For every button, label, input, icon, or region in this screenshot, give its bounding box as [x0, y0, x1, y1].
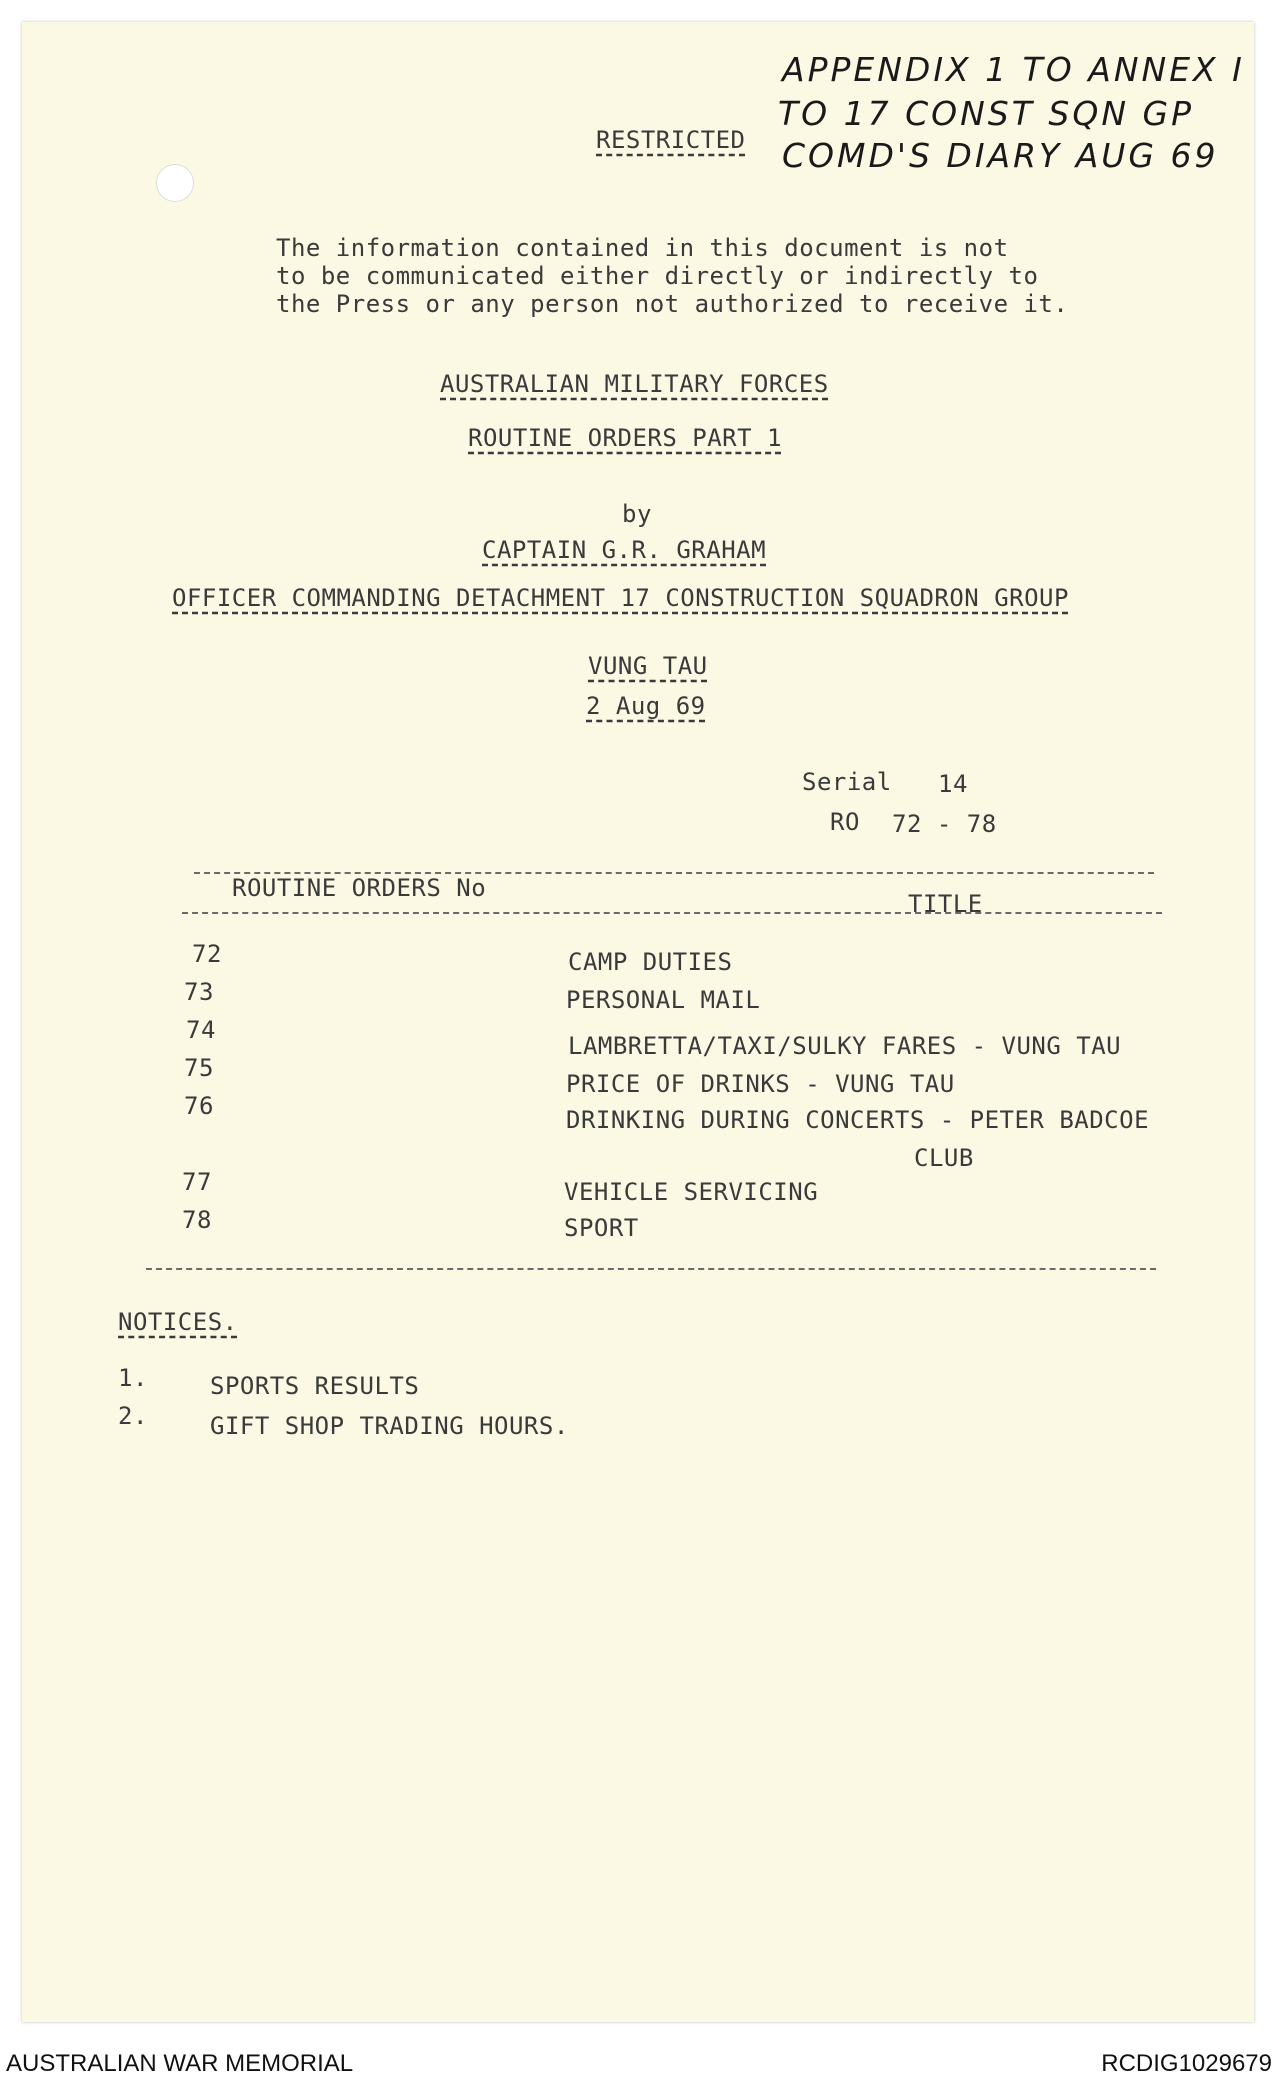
notice-text: GIFT SHOP TRADING HOURS.	[210, 1412, 569, 1440]
row-title: SPORT	[564, 1214, 639, 1242]
notice-number: 1.	[118, 1364, 148, 1392]
footer-source: AUSTRALIAN WAR MEMORIAL	[6, 2050, 354, 2077]
author-name: CAPTAIN G.R. GRAHAM	[482, 536, 767, 564]
col-header-title: TITLE	[908, 890, 983, 918]
row-title: CAMP DUTIES	[568, 948, 733, 976]
doc-title: ROUTINE ORDERS PART 1	[468, 424, 782, 452]
row-title: DRINKING DURING CONCERTS - PETER BADCOE	[566, 1106, 1150, 1134]
warning-line-1: The information contained in this document is not	[276, 234, 1009, 262]
row-title: VEHICLE SERVICING	[564, 1178, 819, 1206]
notice-number: 2.	[118, 1402, 148, 1430]
col-header-no: ROUTINE ORDERS No	[232, 874, 487, 902]
row-title: PERSONAL MAIL	[566, 986, 761, 1014]
place: VUNG TAU	[588, 652, 708, 680]
appointment-line: OFFICER COMMANDING DETACHMENT 17 CONSTRUCTION SQUADRON GROUP	[172, 584, 1069, 612]
serial-label: Serial	[802, 768, 892, 796]
row-number: 75	[184, 1054, 214, 1082]
org-heading: AUSTRALIAN MILITARY FORCES	[440, 370, 829, 398]
row-number: 78	[182, 1206, 212, 1234]
date: 2 Aug 69	[586, 692, 706, 720]
row-number: 73	[184, 978, 214, 1006]
row-title: PRICE OF DRINKS - VUNG TAU	[566, 1070, 955, 1098]
warning-line-3: the Press or any person not authorized to receive it.	[276, 290, 1069, 318]
row-title: LAMBRETTA/TAXI/SULKY FARES - VUNG TAU	[568, 1032, 1122, 1060]
notices-heading: NOTICES.	[118, 1308, 238, 1336]
by-label: by	[622, 500, 652, 528]
ro-label: RO	[830, 808, 860, 836]
table-rule-header	[182, 912, 1162, 914]
warning-line-2: to be communicated either directly or indirectly to	[276, 262, 1039, 290]
document-page	[22, 22, 1254, 2022]
ro-range: 72 - 78	[892, 810, 997, 838]
table-rule-bottom	[146, 1268, 1156, 1270]
notice-text: SPORTS RESULTS	[210, 1372, 420, 1400]
serial-value: 14	[938, 770, 968, 798]
row-number: 72	[192, 940, 222, 968]
row-number: 77	[182, 1168, 212, 1196]
row-number: 74	[186, 1016, 216, 1044]
classification-label: RESTRICTED	[596, 126, 746, 154]
footer-id: RCDIG1029679	[1101, 2050, 1272, 2077]
handwritten-line-2: TO 17 CONST SQN GP	[778, 94, 1194, 133]
row-title-continued: CLUB	[914, 1144, 974, 1172]
row-number: 76	[184, 1092, 214, 1120]
handwritten-line-3: COMD'S DIARY AUG 69	[782, 136, 1219, 175]
handwritten-line-1: APPENDIX 1 TO ANNEX I	[782, 50, 1245, 89]
punch-hole	[156, 164, 194, 202]
